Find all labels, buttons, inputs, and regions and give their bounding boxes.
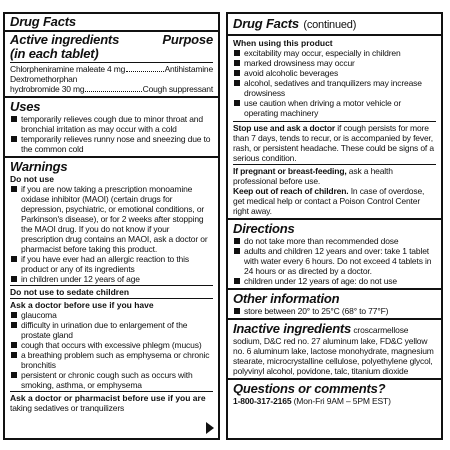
do-not-use-heading: Do not use bbox=[10, 174, 54, 184]
uses-item: temporarily relieves runny nose and sneezing due to the common cold bbox=[10, 134, 213, 154]
pregnant-paragraph bbox=[233, 166, 436, 186]
do-not-sedate-heading: Do not use to sedate children bbox=[10, 287, 130, 297]
directions-item: do not take more than recommended dose bbox=[233, 236, 436, 246]
other-information-section bbox=[228, 290, 441, 320]
ask-doctor-list bbox=[10, 310, 213, 390]
ask-pharmacist-heading: Ask a doctor or pharmacist before use if you are bbox=[10, 393, 206, 403]
ingredient-row bbox=[10, 64, 213, 74]
ingredient-purpose: Antihistamine bbox=[164, 64, 213, 74]
directions-section bbox=[228, 220, 441, 290]
ask-doctor-item: a breathing problem such as emphysema or chronic bronchitis bbox=[10, 350, 213, 370]
pregnant-text: ask a health professional before use. bbox=[233, 166, 393, 186]
continued-label: (continued) bbox=[303, 19, 357, 31]
stop-use-paragraph bbox=[233, 123, 436, 163]
ask-doctor-item: persistent or chronic cough such as occurs with smoking, asthma, or emphysema bbox=[10, 370, 213, 390]
uses-section bbox=[5, 98, 218, 158]
uses-list bbox=[10, 114, 213, 154]
when-using-list bbox=[233, 48, 436, 118]
questions-section bbox=[228, 380, 441, 408]
ingredients-list bbox=[10, 64, 213, 94]
warnings-section bbox=[5, 158, 218, 415]
inactive-ingredients-section bbox=[228, 320, 441, 380]
pregnant-heading: If pregnant or breast-feeding, bbox=[233, 166, 347, 176]
directions-list bbox=[233, 236, 436, 286]
do-not-use-item: if you are now taking a prescription monoamine oxidase inhibitor (MAOI) (certain drugs for depression, psychiatric, or emotional conditions, or Parkinson's disease), or for 2 weeks after stopping the MAOI drug. If you do not know if your prescription drug contains an MAOI, ask a doctor or pharmacist before taking this product. bbox=[10, 184, 213, 254]
dot-leader bbox=[126, 64, 163, 72]
warnings-heading: Warnings bbox=[10, 159, 68, 174]
do-not-use-item: if you have ever had an allergic reaction to this product or any of its ingredients bbox=[10, 254, 213, 274]
ask-doctor-item: cough that occurs with excessive phlegm (mucus) bbox=[10, 340, 213, 350]
purpose-heading: Purpose bbox=[162, 32, 213, 47]
stop-use-text: if cough persists for more than 7 days, tends to recur, or is accompanied by fever, rash, or persistent headache. These could be signs of a serious condition. bbox=[233, 123, 434, 163]
ingredient-row bbox=[10, 74, 213, 84]
when-using-heading: When using this product bbox=[233, 38, 333, 48]
other-information-list bbox=[233, 306, 436, 316]
uses-heading: Uses bbox=[10, 99, 41, 114]
ingredient-name: Dextromethorphan bbox=[10, 74, 78, 84]
phone-number: 1-800-317-2165 bbox=[233, 396, 292, 406]
directions-heading: Directions bbox=[233, 221, 295, 236]
other-information-item: store between 20° to 25°C (68° to 77°F) bbox=[233, 306, 436, 316]
continue-arrow-icon bbox=[206, 422, 214, 434]
ask-doctor-item: difficulty in urination due to enlargement of the prostate gland bbox=[10, 320, 213, 340]
drug-facts-title: Drug Facts bbox=[10, 14, 76, 29]
when-using-item: marked drowsiness may occur bbox=[233, 58, 436, 68]
do-not-use-list bbox=[10, 184, 213, 284]
active-ingredients-heading: Active ingredients bbox=[10, 32, 120, 47]
other-information-heading: Other information bbox=[233, 291, 340, 306]
phone-hours: (Mon-Fri 9AM – 5PM EST) bbox=[293, 396, 391, 406]
inactive-ingredients-text: croscarmellose sodium, D&C red no. 27 aluminum lake, FD&C yellow no. 6 aluminum lake, lactose monohydrate, magnesium stearate, microcrystalline cellulose, polyethylene glycol, polyvinyl alcohol, povidone, talc, titanium dioxide bbox=[233, 325, 434, 376]
questions-heading: Questions or comments? bbox=[233, 381, 386, 396]
ask-pharmacist-text: taking sedatives or tranquilizers bbox=[10, 403, 125, 413]
directions-item: children under 12 years of age: do not use bbox=[233, 276, 436, 286]
ingredient-name: hydrobromide 30 mg bbox=[10, 84, 85, 94]
keep-out-paragraph bbox=[233, 186, 436, 216]
keep-out-heading: Keep out of reach of children. bbox=[233, 186, 349, 196]
when-using-item: use caution when driving a motor vehicle or operating machinery bbox=[233, 98, 436, 118]
divider bbox=[10, 62, 213, 63]
title-continued-section bbox=[228, 14, 441, 36]
uses-item: temporarily relieves cough due to minor throat and bronchial irritation as may occur with a cold bbox=[10, 114, 213, 134]
ingredient-purpose: Cough suppressant bbox=[142, 84, 213, 94]
stop-use-heading: Stop use and ask a doctor bbox=[233, 123, 336, 133]
drug-facts-title-continued: Drug Facts bbox=[233, 16, 299, 31]
drug-facts-left-panel bbox=[3, 12, 220, 440]
dot-leader bbox=[85, 84, 141, 92]
directions-item: adults and children 12 years and over: take 1 tablet with water every 6 hours. Do not exceed 4 tablets in 24 hours or as directed by a doctor. bbox=[233, 246, 436, 276]
keep-out-text: In case of overdose, get medical help or contact a Poison Control Center right away. bbox=[233, 186, 425, 216]
ask-doctor-heading: Ask a doctor before use if you have bbox=[10, 300, 154, 310]
when-using-item: excitability may occur, especially in children bbox=[233, 48, 436, 58]
when-using-item: alcohol, sedatives and tranquilizers may increase drowsiness bbox=[233, 78, 436, 98]
ask-doctor-item: glaucoma bbox=[10, 310, 213, 320]
drug-facts-right-panel bbox=[226, 12, 443, 440]
when-using-section bbox=[228, 36, 441, 220]
ingredient-name: Chlorpheniramine maleate 4 mg bbox=[10, 64, 126, 74]
ingredient-row bbox=[10, 84, 213, 94]
active-ingredients-subheading: (in each tablet) bbox=[10, 46, 99, 61]
title-section bbox=[5, 14, 218, 32]
inactive-ingredients-heading: Inactive ingredients bbox=[233, 321, 352, 336]
when-using-item: avoid alcoholic beverages bbox=[233, 68, 436, 78]
do-not-use-item: in children under 12 years of age bbox=[10, 274, 213, 284]
active-ingredients-section bbox=[5, 32, 218, 98]
